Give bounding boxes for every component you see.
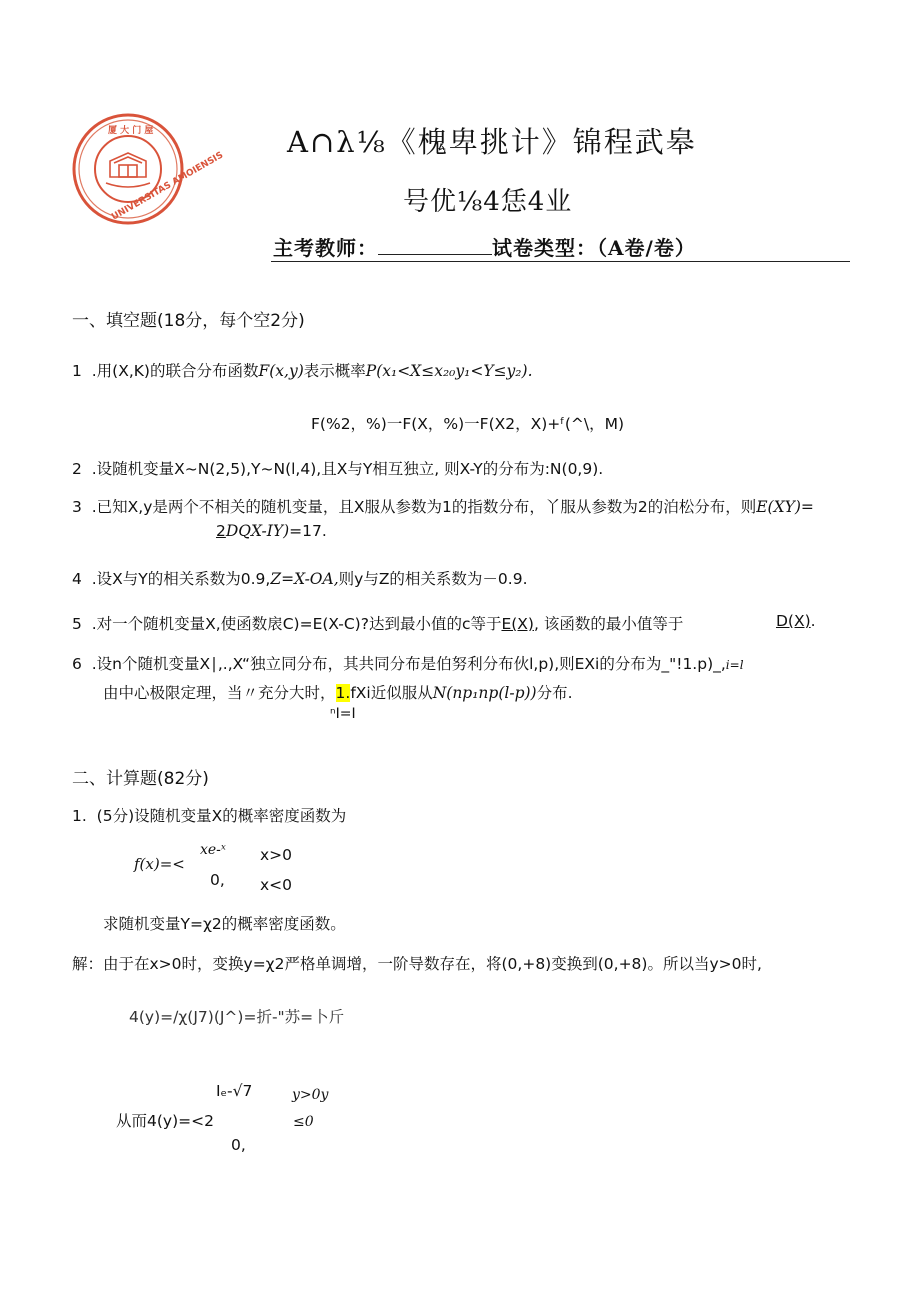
question-6 xyxy=(72,652,744,674)
header-divider xyxy=(271,261,850,262)
q3-text: .已知X,y是两个不相关的随机变量，且X服从参数为1的指数分布，丫服从参数为2的泊松分布，则 xyxy=(91,498,757,516)
paper-type-label: 试卷类型：（A卷/卷） xyxy=(492,236,696,260)
question-3 xyxy=(72,495,814,517)
q1-number: 1 xyxy=(72,362,82,380)
q2-number: 2 xyxy=(72,460,82,478)
exam-info-line xyxy=(273,232,696,261)
p1-text: (5分)设随机变量X的概率密度函数为 xyxy=(96,807,347,825)
exam-title-line1: A∩λ⅛《槐卑挑计》锦程武皋 xyxy=(287,125,697,159)
question-4 xyxy=(72,567,528,589)
q5-end: . xyxy=(810,612,816,630)
q1-probability: P(x₁<X≤x₂₀y₁<Y≤y₂). xyxy=(365,362,533,380)
q4-text-b: 则y与Z的相关系数为－0.9. xyxy=(338,570,528,588)
q5-number: 5 xyxy=(72,615,82,633)
q2-text: .设随机变量X~N(2,5),Y~N(l,4),且X与Y相互独立, 则X-Y的分布为:N(0,9). xyxy=(91,460,604,478)
q6-line2 xyxy=(103,681,573,703)
examiner-blank xyxy=(378,236,492,255)
examiner-label: 主考教师： xyxy=(273,236,378,260)
q6-sum-limits: ⁿI=I xyxy=(330,706,356,722)
task-text: 求随机变量Y=χ2的概率密度函数。 xyxy=(103,915,346,933)
p1-number: 1. xyxy=(72,807,87,825)
q6-line2-end: 分布. xyxy=(536,684,573,702)
q6-line1-sub: i=l xyxy=(725,658,744,672)
q5-mid: , 该函数的最小值等于 xyxy=(533,615,684,633)
problem-1 xyxy=(72,804,346,826)
q1-answer: F(%2，%)一F(X，%)一F(X2，X)+ᶠ(^\，M) xyxy=(311,415,625,433)
piecewise-bottom: 0, xyxy=(231,1136,246,1154)
question-2 xyxy=(72,457,603,479)
section2-heading: 二、计算题(82分) xyxy=(72,769,209,789)
q4-expression: Z=X-OA, xyxy=(270,570,339,588)
q4-number: 4 xyxy=(72,570,82,588)
q6-highlight: 1. xyxy=(335,684,351,702)
exam-title-line2: 号优⅛4恁4业 xyxy=(403,187,573,217)
q5-answer-2-wrap xyxy=(776,612,816,630)
svg-text:厦 大 门 屋: 厦 大 门 屋 xyxy=(108,126,154,136)
question-1 xyxy=(72,359,533,381)
q1-mid: 表示概率 xyxy=(303,362,366,380)
svg-text:UNIVERSITAS AMOIENSIS: UNIVERSITAS AMOIENSIS xyxy=(110,150,226,223)
university-seal-logo xyxy=(72,113,226,225)
q6-line2-b: fXi近似服从 xyxy=(350,684,433,702)
q5-text: .对一个随机变量X,使函数扆C)=E(X-C)?达到最小值的c等于 xyxy=(91,615,502,633)
q1-text: .用(X,K)的联合分布函数 xyxy=(91,362,259,380)
density-top-cond: x>0 xyxy=(260,846,293,864)
density-lhs: f(x)=< xyxy=(134,855,185,873)
q3-line2 xyxy=(216,522,327,540)
piecewise-top: Iₑ-√7 xyxy=(216,1082,253,1100)
question-5 xyxy=(72,612,683,634)
q5-answer-1: E(X) xyxy=(501,615,534,633)
piecewise-lhs: 从而4(y)=<2 xyxy=(116,1112,214,1130)
density-bottom-cond: x<0 xyxy=(260,876,293,894)
density-bottom: 0, xyxy=(210,871,225,889)
piecewise-bottom-cond: ≤0 xyxy=(293,1114,314,1130)
transform-formula: 4(y)=∕χ(J7)(J^)=折-"苏=卜斤 xyxy=(129,1008,345,1026)
q3-expression: E(XY)= xyxy=(756,498,814,516)
density-top: xe-ˣ xyxy=(200,842,226,858)
section1-heading: 一、填空题(18分，每个空2分) xyxy=(72,311,305,331)
q1-function: F(x,y) xyxy=(258,362,304,380)
q6-normal-dist: N(np₁np(l-p)) xyxy=(432,684,537,702)
piecewise-top-cond: y>0y xyxy=(292,1087,329,1103)
q3-result: =17. xyxy=(289,522,327,540)
solution-text: 解：由于在x>0时，变换y=χ2严格单调增，一阶导数存在，将(0,+8)变换到(0,+8)。所以当y>0时, xyxy=(72,955,762,973)
q3-answer: 2 xyxy=(216,522,226,540)
q3-variance-expr: DQX-IY) xyxy=(225,522,290,540)
q5-answer-2: D(X) xyxy=(776,612,811,630)
q6-line1: .设n个随机变量X∣,.,X“独立同分布，其共同分布是伯努利分布伙l,p),则EXi的分布为_"!1.p)_, xyxy=(91,655,726,673)
q6-number: 6 xyxy=(72,655,82,673)
q3-number: 3 xyxy=(72,498,82,516)
q6-line2-a: 由中心极限定理，当〃充分大时， xyxy=(103,684,336,702)
q4-text-a: .设X与Y的相关系数为0.9, xyxy=(91,570,271,588)
